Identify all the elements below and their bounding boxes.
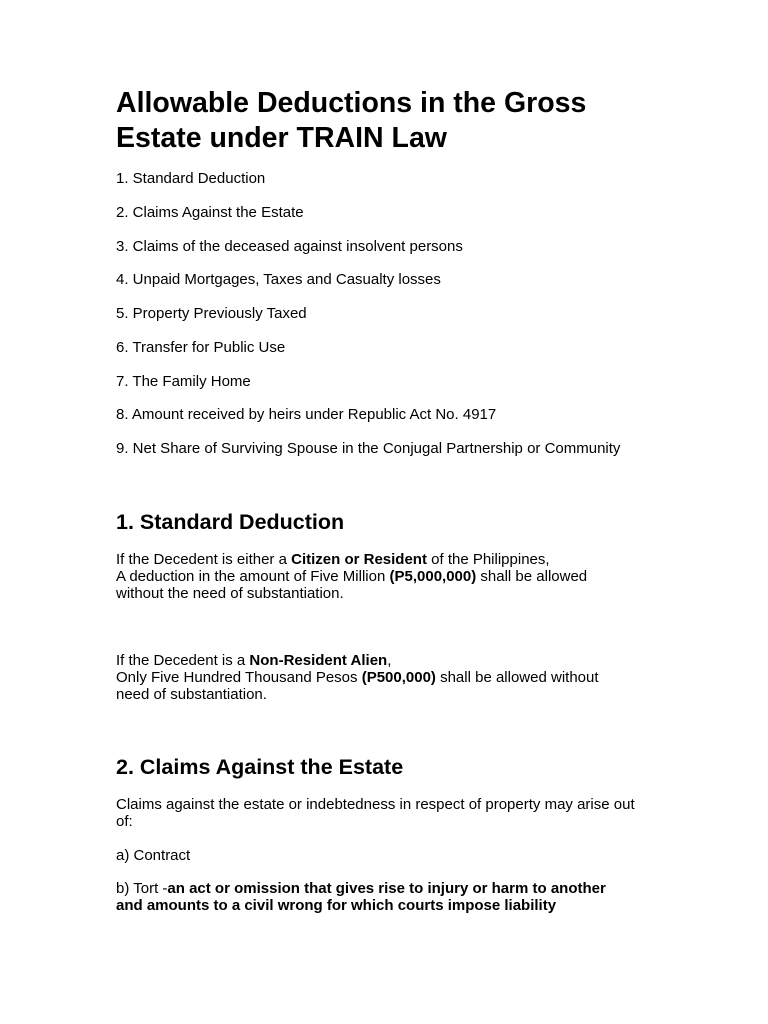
list-item: 1. Standard Deduction xyxy=(116,170,266,187)
text-run: b) Tort - xyxy=(116,880,168,897)
claims-intro-paragraph xyxy=(116,796,656,830)
bold-text: Non-Resident Alien xyxy=(249,652,388,669)
bold-text: and amounts to a civil wrong for which courts impose liability xyxy=(116,897,557,914)
list-item: 4. Unpaid Mortgages, Taxes and Casualty losses xyxy=(116,271,441,289)
item-a-text: a) Contract xyxy=(116,847,191,864)
list-item: 9. Net Share of Surviving Spouse in the Conjugal Partnership or Community xyxy=(116,440,621,457)
text-run: A deduction in the amount of Five Million xyxy=(116,568,390,585)
list-item: 6. Transfer for Public Use xyxy=(116,338,286,356)
bold-text: Citizen or Resident xyxy=(291,551,427,568)
list-item: 7. The Family Home xyxy=(116,372,251,390)
title-line-1: Allowable Deductions in the Gross xyxy=(116,87,587,119)
citizen-line-3: without the need of substantiation. xyxy=(116,585,344,602)
alien-paragraph xyxy=(116,652,656,703)
list-item: 2. Claims Against the Estate xyxy=(116,203,304,221)
claims-item-contract xyxy=(116,847,656,864)
text-run: of the Philippines, xyxy=(426,551,550,568)
citizen-line-1 xyxy=(116,551,656,568)
alien-line-1 xyxy=(116,652,656,669)
section-heading-claims-against-estate: 2. Claims Against the Estate xyxy=(116,755,404,779)
text-run: Only Five Hundred Thousand Pesos xyxy=(116,669,362,686)
citizen-paragraph xyxy=(116,551,656,602)
text-run: shall be allowed xyxy=(476,568,588,585)
text-run: , xyxy=(387,652,392,669)
item-b-line-1 xyxy=(116,880,656,897)
claims-intro-line-1: Claims against the estate or indebtedness in respect of property may arise out xyxy=(116,796,635,813)
text-run: shall be allowed without xyxy=(435,669,599,686)
title-line-2: Estate under TRAIN Law xyxy=(116,122,447,154)
claims-intro-line-2: of: xyxy=(116,813,133,830)
text-run: If the Decedent is a xyxy=(116,652,250,669)
citizen-line-2 xyxy=(116,568,656,585)
bold-text: (P500,000) xyxy=(361,669,436,686)
list-item: 5. Property Previously Taxed xyxy=(116,305,307,322)
alien-line-2 xyxy=(116,669,656,686)
alien-line-3: need of substantiation. xyxy=(116,686,267,703)
bold-text: (P5,000,000) xyxy=(389,568,477,585)
page-title xyxy=(116,86,676,156)
list-item: 8. Amount received by heirs under Republic Act No. 4917 xyxy=(116,406,497,424)
item-b-line-2 xyxy=(116,897,656,914)
bold-text: an act or omission that gives rise to injury or harm to another xyxy=(167,880,606,897)
claims-item-tort xyxy=(116,880,656,914)
list-item: 3. Claims of the deceased against insolvent persons xyxy=(116,237,463,255)
text-run: If the Decedent is either a xyxy=(116,551,292,568)
section-heading-standard-deduction: 1. Standard Deduction xyxy=(116,510,345,534)
deductions-list xyxy=(116,170,620,474)
